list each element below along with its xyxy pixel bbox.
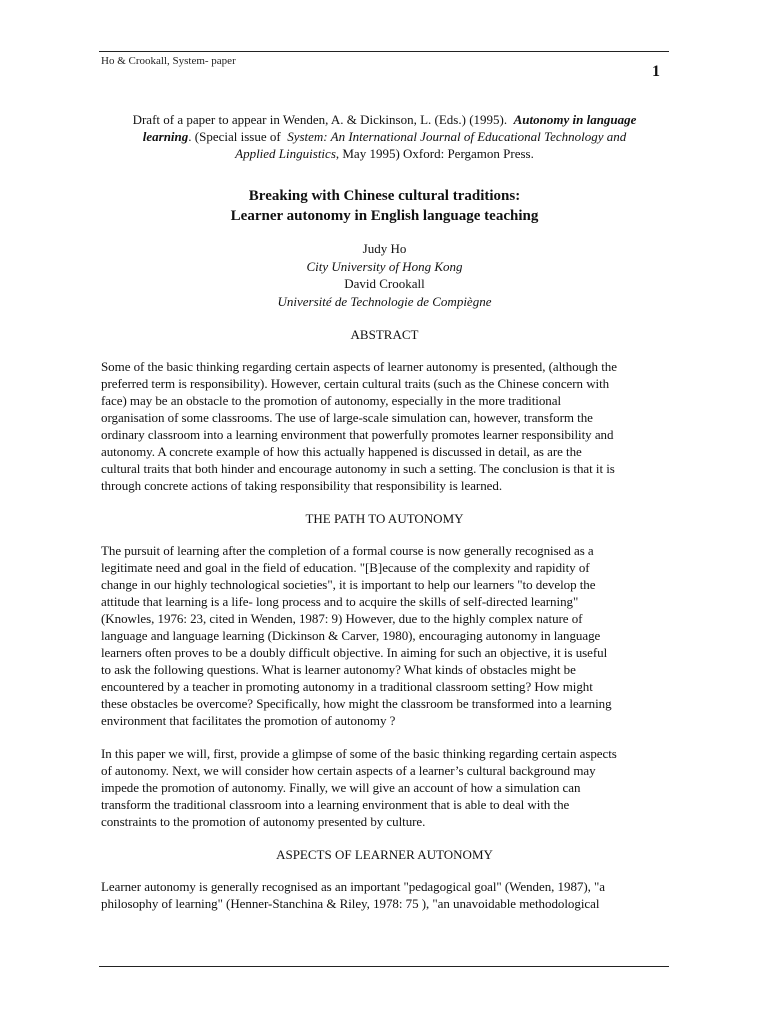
text-line: organisation of some classrooms. The use of large-scale simulation can, however, transform the: [101, 410, 593, 425]
text-line: language and language learning (Dickinson & Carver, 1980), encouraging autonomy in language: [101, 628, 601, 643]
abstract-text: [101, 358, 668, 494]
text-line: environment that facilitates the promotion of autonomy ?: [101, 713, 396, 728]
text-line: ordinary classroom into a learning environment that powerfully promotes learner responsibility and: [101, 427, 614, 442]
draft-note-suffix: , May 1995) Oxford: Pergamon Press.: [335, 146, 534, 161]
section-heading-path-to-autonomy: THE PATH TO AUTONOMY: [305, 511, 464, 526]
text-line: Learner autonomy is generally recognised as an important "pedagogical goal" (Wenden, 1987), "a: [101, 879, 605, 894]
text-line: transform the traditional classroom into a learning environment that is able to deal with the: [101, 797, 570, 812]
page-content: [101, 111, 668, 912]
section1-paragraph1: [101, 542, 668, 729]
text-line: The pursuit of learning after the completion of a formal course is now generally recognised as a: [101, 543, 594, 558]
author-name: David Crookall: [344, 276, 425, 291]
text-line: constraints to the promotion of autonomy presented by culture.: [101, 814, 426, 829]
text-line: impede the promotion of autonomy. Finally, we will give an account of how a simulation can: [101, 780, 581, 795]
section-heading-aspects: ASPECTS OF LEARNER AUTONOMY: [276, 847, 493, 862]
text-line: (Knowles, 1976: 23, cited in Wenden, 1987: 9) However, due to the highly complex nature of: [101, 611, 583, 626]
text-line: of autonomy. Next, we will consider how certain aspects of a learner’s cultural background may: [101, 763, 596, 778]
text-line: face) may be an obstacle to the promotion of autonomy, especially in the more traditional: [101, 393, 562, 408]
paper-title-line2: Learner autonomy in English language teaching: [230, 207, 539, 224]
text-line: preferred term is responsibility). However, certain cultural traits (such as the Chinese concern with: [101, 376, 610, 391]
draft-note: [101, 111, 668, 162]
text-line: these obstacles be overcome? Specifically, how might the classroom be transformed into a learning: [101, 696, 612, 711]
text-line: change in our highly technological societies", it is important to help our learners "to develop the: [101, 577, 596, 592]
author-affiliation: City University of Hong Kong: [306, 258, 463, 274]
journal-title-part2: Applied Linguistics: [235, 146, 336, 161]
header-rule: [99, 51, 669, 52]
book-title-part2: learning: [142, 129, 189, 144]
text-line: autonomy. A concrete example of how this actually happened is discussed in detail, as are the: [101, 444, 582, 459]
author-affiliation: Université de Technologie de Compiègne: [277, 293, 492, 309]
text-line: learners often proves to be a doubly difficult objective. In aiming for such an objective, it is useful: [101, 645, 608, 660]
author-name: Judy Ho: [362, 241, 407, 256]
text-line: legitimate need and goal in the field of education. "[B]ecause of the complexity and rapidity of: [101, 560, 590, 575]
author-block: [101, 240, 668, 310]
section1-paragraph2: [101, 745, 668, 830]
text-line: attitude that learning is a life- long process and to acquire the skills of self-directed learning": [101, 594, 579, 609]
text-line: Some of the basic thinking regarding certain aspects of learner autonomy is presented, (although the: [101, 359, 617, 374]
section2-paragraph1: [101, 878, 668, 912]
running-head: Ho & Crookall, System- paper: [101, 55, 236, 67]
text-line: philosophy of learning" (Henner-Stanchina & Riley, 1978: 75 ), "an unavoidable methodological: [101, 896, 600, 911]
page-number: 1: [652, 63, 660, 80]
journal-title: System: An International Journal of Educational Technology and: [287, 129, 627, 144]
paper-title-line1: Breaking with Chinese cultural traditions:: [248, 188, 521, 204]
text-line: to ask the following questions. What is learner autonomy? What kinds of obstacles might be: [101, 662, 576, 677]
text-line: In this paper we will, first, provide a glimpse of some of the basic thinking regarding certain aspects: [101, 746, 617, 761]
draft-note-prefix: Draft of a paper to appear in Wenden, A. & Dickinson, L. (Eds.) (1995).: [132, 112, 508, 127]
footer-rule: [99, 966, 669, 967]
text-line: encountered by a teacher in promoting autonomy in a traditional classroom setting? How might: [101, 679, 593, 694]
draft-note-middle: . (Special issue of: [188, 129, 281, 144]
book-title-part1: Autonomy in language: [513, 112, 637, 127]
text-line: cultural traits that both hinder and encourage autonomy in such a setting. The conclusion is that it is: [101, 461, 615, 476]
text-line: through concrete actions of taking responsibility that responsibility is learned.: [101, 478, 503, 493]
paper-title: [101, 187, 668, 226]
abstract-heading: ABSTRACT: [350, 327, 419, 342]
